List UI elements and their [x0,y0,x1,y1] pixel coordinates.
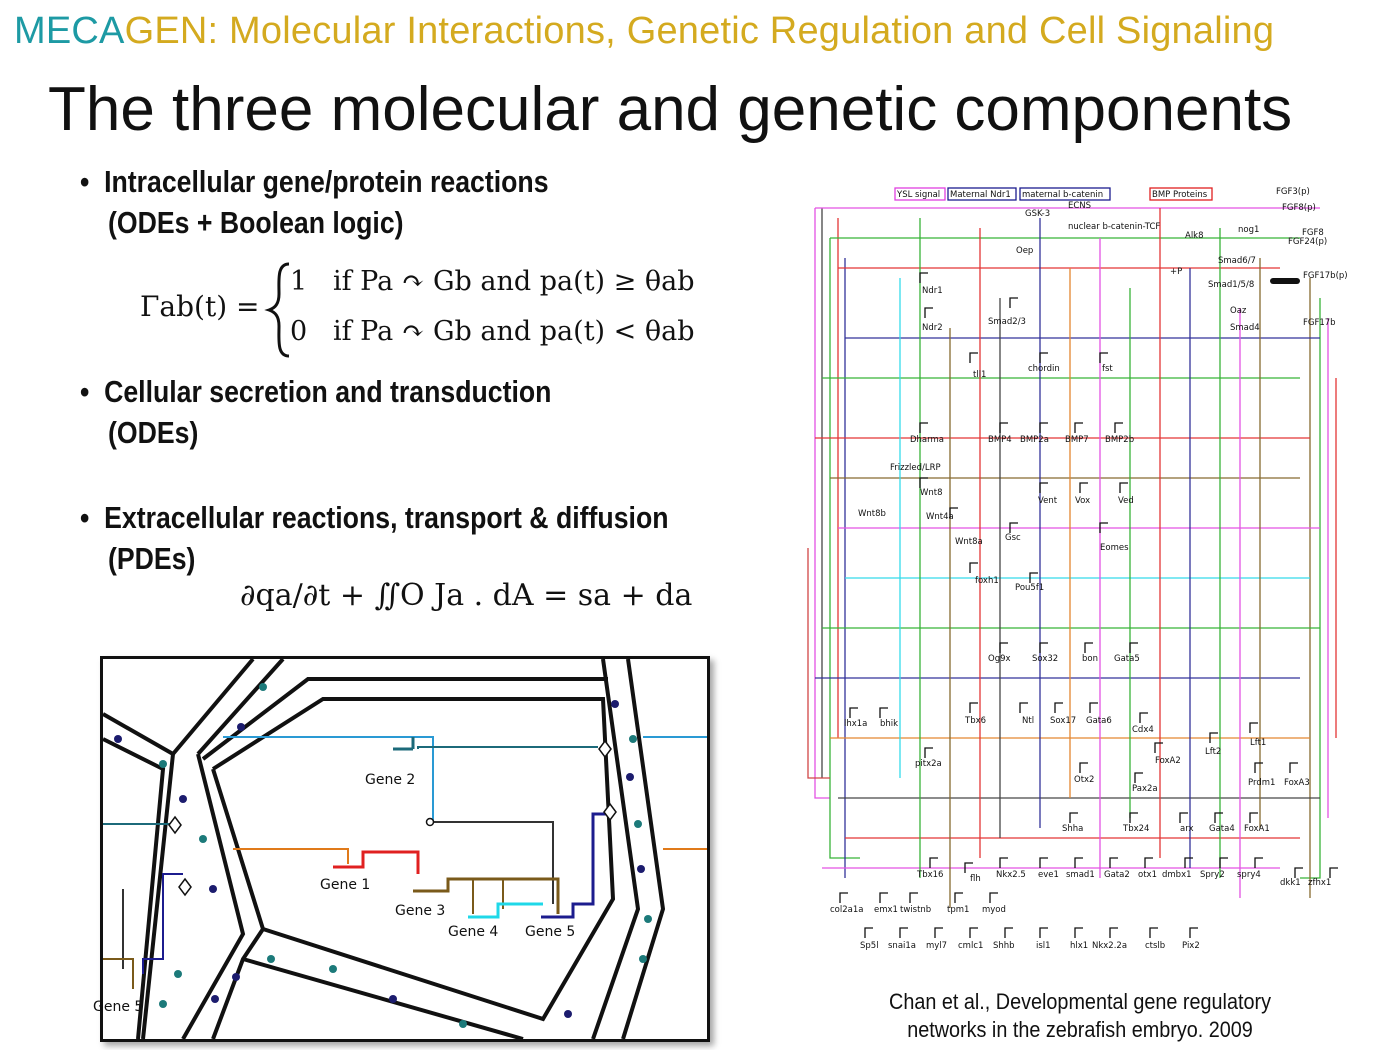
bullet-1: • Intracellular gene/protein reactions [80,164,549,199]
label-sox17: Sox17 [1050,716,1077,726]
label-smad67: Smad6/7 [1218,256,1256,266]
label-lhx1a: lhx1a [844,719,868,729]
label-wnt8: Wnt8 [920,488,943,498]
label-foxa3: FoxA3 [1284,778,1310,788]
label-fgf8: FGF8 [1302,228,1324,238]
label-bmp7: BMP7 [1065,435,1089,445]
label-chordin: chordin [1028,364,1060,374]
label-bmp2b: BMP2b [1105,435,1135,445]
bullet-2: • Cellular secretion and transduction [80,374,552,409]
gamma-equation [140,258,740,358]
case-2-condition: if Pa ↷ Gb and pa(t) < θab [332,316,695,347]
bullet-3-sub: (PDEs) [108,541,196,576]
network-svg [800,178,1360,958]
bullet-2-sub: (ODEs) [108,415,199,450]
label-alk8: Alk8 [1185,231,1204,241]
label-bmp2a: BMP2a [1020,435,1049,445]
diffusion-equation: ∂qa/∂t + ∬O Ja . dA = sa + da [240,578,693,613]
label-foxa1: FoxA1 [1244,824,1270,834]
label-eomes: Eomes [1100,543,1129,553]
label-fgf24p: FGF24(p) [1288,237,1328,247]
label-ved: Ved [1118,496,1134,506]
citation-line-2: networks in the zebrafish embryo. 2009 [907,1017,1253,1042]
label-ctslb: ctslb [1145,941,1166,951]
label-isl1: isl1 [1036,941,1051,951]
label-nuclear-bcat: nuclear b-catenin-TCF [1068,222,1161,232]
label-zfhx1: zfhx1 [1308,878,1332,888]
bullet-3: • Extracellular reactions, transport & diffusion [80,500,669,535]
label-lft1: Lft1 [1250,738,1267,748]
header-title [14,10,1274,53]
equation-lhs: Γab(t) = [140,290,260,323]
label-foxa2: FoxA2 [1155,756,1181,766]
label-maternal-ndr1: Maternal Ndr1 [950,190,1011,200]
label-gata2: Gata2 [1104,870,1130,880]
case-2 [290,316,695,347]
label-shha: Shha [1062,824,1084,834]
gene-4-label: Gene 4 [448,924,499,940]
case-1-value: 1 [290,266,308,297]
bullet-1-sub: (ODEs + Boolean logic) [108,205,404,240]
label-wnt8a: Wnt8a [955,537,983,547]
label-otx2: Otx2 [1074,775,1095,785]
brand-rest: GEN: Molecular Interactions, Genetic Regulation and Cell Signaling [124,10,1275,52]
label-emx1: emx1 [874,905,898,915]
label-flh: flh [970,874,981,884]
label-spry4: spry4 [1237,870,1261,880]
label-nkx22a: Nkx2.2a [1092,941,1128,951]
fgf-complex-icon [1270,278,1300,284]
label-smad23: Smad2/3 [988,317,1026,327]
label-arx: arx [1180,824,1194,834]
bullet-3-heading: Extracellular reactions, transport & diffusion [104,500,669,535]
label-vox: Vox [1075,496,1091,506]
label-nog1: nog1 [1238,225,1260,235]
slide-title: The three molecular and genetic components [48,75,1293,144]
brand-meca: MECA [14,10,125,52]
label-bmp-proteins: BMP Proteins [1152,190,1208,200]
gene-5-label: Gene 5 [525,924,576,940]
label-gata6: Gata6 [1086,716,1112,726]
cell-diagram [93,656,710,1042]
citation [882,988,1278,1044]
label-dmbx1: dmbx1 [1162,870,1192,880]
case-1 [290,266,695,297]
gene-2-label: Gene 2 [365,772,416,788]
case-2-value: 0 [290,316,308,347]
gene-3-label: Gene 3 [395,903,446,919]
label-fgf3p: FGF3(p) [1276,187,1310,197]
label-shhb: Shhb [993,941,1015,951]
label-fgf8p: FGF8(p) [1282,203,1316,213]
label-tbx6: Tbx6 [965,716,987,726]
label-tbx24: Tbx24 [1123,824,1150,834]
bullet-1-heading: Intracellular gene/protein reactions [104,164,549,199]
label-myl7: myl7 [926,941,948,951]
label-foxh1: foxh1 [975,576,999,586]
label-tpm1: tpm1 [947,905,970,915]
label-spry2: Spry2 [1200,870,1225,880]
brace-icon [265,260,293,360]
label-wnt4a: Wnt4a [926,512,954,522]
label-cmlc1: cmlc1 [958,941,984,951]
label-pitx2a: pitx2a [915,759,942,769]
network-diagram [800,178,1360,958]
label-cdx4: Cdx4 [1132,725,1154,735]
label-og9x: Og9x [988,654,1011,664]
label-fst: fst [1102,364,1113,374]
label-maternal-bcat: maternal b-catenin [1022,190,1104,200]
label-vent: Vent [1038,496,1058,506]
case-1-condition: if Pa ↷ Gb and pa(t) ≥ θab [332,266,695,297]
label-sox32: Sox32 [1032,654,1059,664]
label-gata5: Gata5 [1114,654,1140,664]
label-snai1a: snai1a [888,941,917,951]
label-tll1: tll1 [973,370,987,380]
label-ntl: Ntl [1022,716,1035,726]
label-bmp4: BMP4 [988,435,1012,445]
label-smad1: smad1 [1066,870,1095,880]
label-prdm1: Prdm1 [1248,778,1276,788]
label-oaz: Oaz [1230,306,1247,316]
label-twistnb: twistnb [900,905,932,915]
label-oep: Oep [1016,246,1034,256]
label-ecns: ECNS [1068,201,1092,211]
label-gata4: Gata4 [1209,824,1235,834]
label-nkx25: Nkx2.5 [996,870,1026,880]
label-ysl: YSL signal [897,190,941,200]
label-frizzled: Frizzled/LRP [890,463,941,473]
cell-diagram-svg [93,659,707,1039]
label-dkk1: dkk1 [1280,878,1301,888]
gene-1-label: Gene 1 [320,877,371,893]
label-eve1: eve1 [1038,870,1059,880]
label-gsk3: GSK-3 [1025,209,1051,219]
label-hlx1: hlx1 [1070,941,1089,951]
label-sp5l: Sp5l [860,941,879,951]
label-ndr1: Ndr1 [922,286,943,296]
label-fgf17bp: FGF17b(p) [1303,271,1348,281]
label-wnt8b: Wnt8b [858,509,886,519]
label-pix2: Pix2 [1182,941,1200,951]
bullet-2-heading: Cellular secretion and transduction [104,374,552,409]
label-pou5f1: Pou5f1 [1015,583,1045,593]
label-bhik: bhik [880,719,899,729]
label-pax2a: Pax2a [1132,784,1158,794]
label-smad4: Smad4 [1230,323,1260,333]
label-fgf17b: FGF17b [1303,318,1336,328]
citation-line-1: Chan et al., Developmental gene regulatory [889,989,1271,1014]
label-tbx16: Tbx16 [917,870,944,880]
label-plus-p: +P [1170,267,1183,277]
label-lft2: Lft2 [1205,747,1222,757]
label-myod: myod [982,905,1006,915]
label-bon: bon [1082,654,1098,664]
label-gsc: Gsc [1005,533,1021,543]
gene-5b-label: Gene 5 [93,999,144,1015]
label-otx1: otx1 [1138,870,1157,880]
label-smad158: Smad1/5/8 [1208,280,1255,290]
label-col2a1a: col2a1a [830,905,864,915]
label-dharma: Dharma [910,435,944,445]
label-ndr2: Ndr2 [922,323,943,333]
